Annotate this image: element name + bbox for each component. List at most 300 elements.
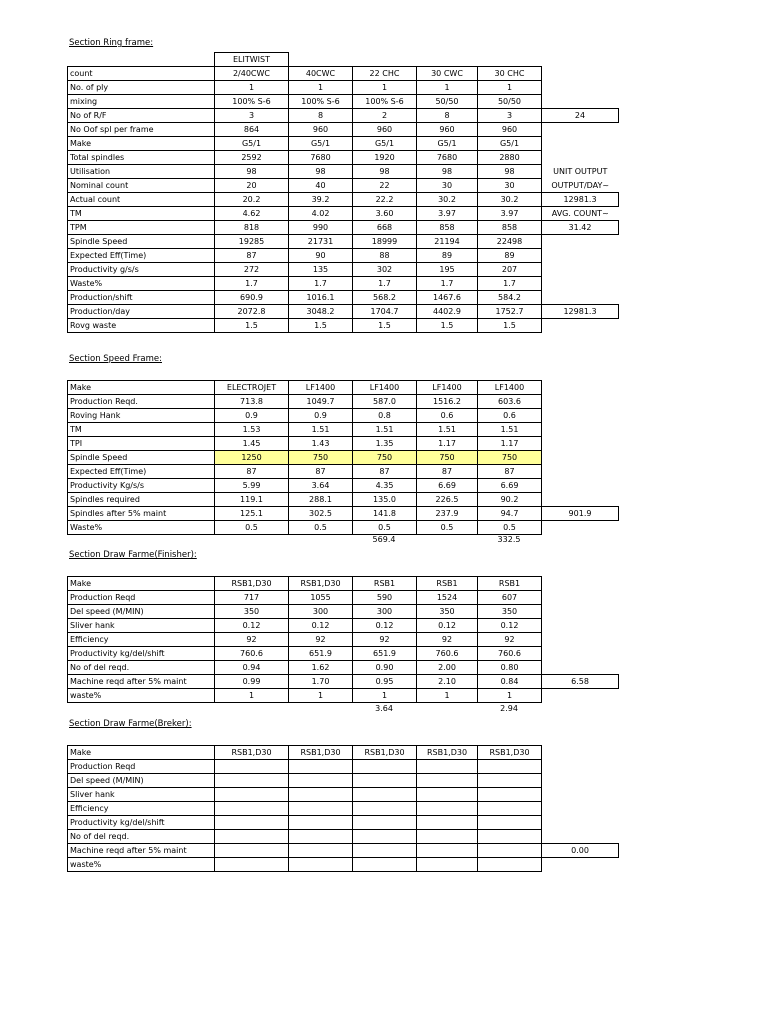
ring-cell: 2	[353, 109, 417, 123]
finisher-cell: 300	[353, 605, 417, 619]
finisher-cell: 760.6	[417, 647, 478, 661]
speed-cell: 1.51	[417, 423, 478, 437]
ring-cell: 89	[417, 249, 478, 263]
breaker-cell: RSB1,D30	[478, 746, 542, 760]
ring-row-label: No of R/F	[68, 109, 215, 123]
speed-row	[68, 423, 619, 437]
ring-cell: 22	[353, 179, 417, 193]
ring-cell: G5/1	[478, 137, 542, 151]
breaker-row	[68, 788, 619, 802]
breaker-row-label: Machine reqd after 5% maint	[68, 844, 215, 858]
ring-cell: 4.02	[289, 207, 353, 221]
breaker-cell	[215, 858, 289, 872]
finisher-subtotal-col5: 2.94	[500, 704, 518, 713]
ring-cell: 98	[417, 165, 478, 179]
ring-cell: 98	[353, 165, 417, 179]
finisher-cell: 92	[353, 633, 417, 647]
breaker-section-title: Section Draw Farme(Breker):	[69, 719, 192, 729]
ring-row	[68, 291, 619, 305]
ring-cell: 1	[353, 81, 417, 95]
ring-cell: 858	[478, 221, 542, 235]
ring-cell: 1467.6	[417, 291, 478, 305]
finisher-row	[68, 577, 619, 591]
finisher-cell: 0.95	[353, 675, 417, 689]
speed-cell: LF1400	[417, 381, 478, 395]
ring-cell: 50/50	[417, 95, 478, 109]
ring-side-value: 12981.3	[542, 305, 619, 319]
ring-cell: 1016.1	[289, 291, 353, 305]
speed-row	[68, 521, 619, 535]
speed-side-empty	[542, 409, 619, 423]
ring-row-label: TPM	[68, 221, 215, 235]
ring-cell: 88	[353, 249, 417, 263]
ring-cell: 960	[353, 123, 417, 137]
speed-row	[68, 437, 619, 451]
breaker-row-label: No of del reqd.	[68, 830, 215, 844]
speed-row-label: Productivity Kg/s/s	[68, 479, 215, 493]
speed-cell: 750	[353, 451, 417, 465]
ring-cell: 3.97	[478, 207, 542, 221]
breaker-row	[68, 858, 619, 872]
ring-cell: 30.2	[417, 193, 478, 207]
finisher-cell: 92	[289, 633, 353, 647]
draw-breaker-table	[67, 745, 619, 872]
ring-row-label: Waste%	[68, 277, 215, 291]
ring-cell: 50/50	[478, 95, 542, 109]
finisher-cell: 760.6	[478, 647, 542, 661]
speed-cell: 6.69	[417, 479, 478, 493]
finisher-cell: 1524	[417, 591, 478, 605]
ring-row-label: Total spindles	[68, 151, 215, 165]
speed-cell: 3.64	[289, 479, 353, 493]
breaker-cell	[417, 760, 478, 774]
ring-cell: 1704.7	[353, 305, 417, 319]
finisher-cell: 0.84	[478, 675, 542, 689]
ring-cell: 3	[215, 109, 289, 123]
breaker-cell	[215, 774, 289, 788]
speed-cell: 1049.7	[289, 395, 353, 409]
ring-cell: 584.2	[478, 291, 542, 305]
speed-cell: 0.6	[478, 409, 542, 423]
draw-finisher-table	[67, 576, 619, 703]
speed-row-label: Make	[68, 381, 215, 395]
speed-cell: LF1400	[478, 381, 542, 395]
ring-cell: 1.5	[353, 319, 417, 333]
ring-row	[68, 207, 619, 221]
ring-row	[68, 109, 619, 123]
ring-cell: 3.97	[417, 207, 478, 221]
breaker-row	[68, 802, 619, 816]
breaker-cell	[417, 844, 478, 858]
ring-side-value: 12981.3	[542, 193, 619, 207]
speed-cell: 125.1	[215, 507, 289, 521]
finisher-cell: 717	[215, 591, 289, 605]
breaker-cell	[417, 802, 478, 816]
ring-cell: 568.2	[353, 291, 417, 305]
speed-cell: 288.1	[289, 493, 353, 507]
speed-cell: 119.1	[215, 493, 289, 507]
finisher-cell: 1.62	[289, 661, 353, 675]
ring-cell: 19285	[215, 235, 289, 249]
ring-cell: 1.7	[215, 277, 289, 291]
ring-row-label: count	[68, 67, 215, 81]
finisher-side-empty	[542, 577, 619, 591]
speed-cell: ELECTROJET	[215, 381, 289, 395]
speed-cell: 87	[353, 465, 417, 479]
breaker-row-label: waste%	[68, 858, 215, 872]
finisher-row-label: Sliver hank	[68, 619, 215, 633]
breaker-cell	[215, 830, 289, 844]
breaker-row	[68, 760, 619, 774]
finisher-row-label: No of del reqd.	[68, 661, 215, 675]
finisher-cell: 350	[215, 605, 289, 619]
breaker-row-label: Production Reqd	[68, 760, 215, 774]
breaker-cell	[353, 760, 417, 774]
breaker-cell	[353, 802, 417, 816]
ring-cell: 40CWC	[289, 67, 353, 81]
speed-cell: 1.17	[478, 437, 542, 451]
finisher-cell: 0.90	[353, 661, 417, 675]
ring-cell: 98	[478, 165, 542, 179]
finisher-cell: 300	[289, 605, 353, 619]
breaker-cell	[215, 844, 289, 858]
ring-cell: 135	[289, 263, 353, 277]
breaker-row	[68, 746, 619, 760]
ring-side-value: AVG. COUNT~	[551, 209, 609, 218]
breaker-side-empty	[542, 802, 619, 816]
finisher-cell: 760.6	[215, 647, 289, 661]
speed-row	[68, 465, 619, 479]
speed-cell: 87	[478, 465, 542, 479]
finisher-row	[68, 661, 619, 675]
ring-cell: 3048.2	[289, 305, 353, 319]
breaker-cell	[215, 816, 289, 830]
finisher-cell: 1	[353, 689, 417, 703]
finisher-cell: 1.70	[289, 675, 353, 689]
finisher-side-empty	[542, 661, 619, 675]
speed-row	[68, 395, 619, 409]
finisher-cell: 1	[417, 689, 478, 703]
ring-brand-header: ELITWIST	[215, 53, 289, 67]
speed-cell: 0.5	[353, 521, 417, 535]
ring-cell: 1.5	[289, 319, 353, 333]
ring-row-label: Make	[68, 137, 215, 151]
speed-cell: 750	[289, 451, 353, 465]
finisher-cell: 651.9	[289, 647, 353, 661]
ring-row	[68, 263, 619, 277]
speed-side-empty	[542, 423, 619, 437]
ring-row	[68, 67, 619, 81]
ring-side-empty	[542, 95, 619, 109]
finisher-cell: 2.00	[417, 661, 478, 675]
ring-side-empty	[542, 263, 619, 277]
finisher-cell: 0.94	[215, 661, 289, 675]
ring-cell: 30	[478, 179, 542, 193]
finisher-cell: 1	[215, 689, 289, 703]
ring-side-value: 24	[542, 109, 619, 123]
speed-row	[68, 507, 619, 521]
breaker-cell: RSB1,D30	[353, 746, 417, 760]
breaker-side-empty	[542, 830, 619, 844]
ring-row	[68, 319, 619, 333]
ring-row	[68, 151, 619, 165]
ring-cell: 18999	[353, 235, 417, 249]
finisher-cell: 1	[478, 689, 542, 703]
finisher-cell: 1055	[289, 591, 353, 605]
ring-cell: 100% S-6	[289, 95, 353, 109]
ring-cell: 960	[478, 123, 542, 137]
breaker-cell	[353, 774, 417, 788]
speed-cell: 0.5	[215, 521, 289, 535]
speed-cell: 1.35	[353, 437, 417, 451]
finisher-cell: 350	[478, 605, 542, 619]
ring-row-label: No Oof spl per frame	[68, 123, 215, 137]
breaker-cell: RSB1,D30	[289, 746, 353, 760]
finisher-cell: 350	[417, 605, 478, 619]
finisher-cell: 590	[353, 591, 417, 605]
ring-cell: 7680	[417, 151, 478, 165]
finisher-cell: 92	[215, 633, 289, 647]
ring-cell: 818	[215, 221, 289, 235]
speed-row-label: Waste%	[68, 521, 215, 535]
speed-cell: 1.51	[478, 423, 542, 437]
finisher-cell: 0.99	[215, 675, 289, 689]
ring-side-empty	[542, 151, 619, 165]
speed-side-empty	[542, 465, 619, 479]
speed-cell: 1.45	[215, 437, 289, 451]
breaker-row	[68, 844, 619, 858]
ring-side-empty	[542, 137, 619, 151]
breaker-row-label: Sliver hank	[68, 788, 215, 802]
ring-cell: 272	[215, 263, 289, 277]
breaker-cell	[289, 802, 353, 816]
ring-cell: 960	[417, 123, 478, 137]
finisher-cell: 92	[417, 633, 478, 647]
ring-cell: 30 CHC	[478, 67, 542, 81]
speed-row	[68, 451, 619, 465]
finisher-row-label: Make	[68, 577, 215, 591]
speed-side-empty	[542, 395, 619, 409]
speed-row	[68, 409, 619, 423]
ring-cell: 1	[289, 81, 353, 95]
breaker-cell	[215, 788, 289, 802]
ring-cell: 690.9	[215, 291, 289, 305]
ring-side-empty	[542, 235, 619, 249]
ring-cell: 960	[289, 123, 353, 137]
speed-cell: 1.17	[417, 437, 478, 451]
speed-cell: 587.0	[353, 395, 417, 409]
speed-cell: 1516.2	[417, 395, 478, 409]
finisher-row-label: Del speed (M/MIN)	[68, 605, 215, 619]
speed-cell: 750	[478, 451, 542, 465]
breaker-row	[68, 816, 619, 830]
ring-side-empty	[542, 67, 619, 81]
finisher-cell: RSB1	[417, 577, 478, 591]
breaker-cell	[353, 858, 417, 872]
breaker-cell	[353, 816, 417, 830]
speed-subtotal-col3: 569.4	[372, 535, 396, 544]
breaker-cell	[353, 830, 417, 844]
speed-cell: 94.7	[478, 507, 542, 521]
finisher-cell: RSB1	[353, 577, 417, 591]
ring-cell: 3	[478, 109, 542, 123]
speed-cell: 0.5	[478, 521, 542, 535]
breaker-cell	[289, 760, 353, 774]
speed-side-empty	[542, 479, 619, 493]
finisher-cell: 0.12	[353, 619, 417, 633]
ring-row-label: Rovg waste	[68, 319, 215, 333]
finisher-cell: 0.12	[289, 619, 353, 633]
ring-row	[68, 221, 619, 235]
speed-subtotal-col5: 332.5	[497, 535, 521, 544]
breaker-cell	[417, 830, 478, 844]
ring-cell: 990	[289, 221, 353, 235]
ring-cell: 4.62	[215, 207, 289, 221]
ring-side-empty	[542, 291, 619, 305]
ring-cell: 30	[417, 179, 478, 193]
ring-cell: 39.2	[289, 193, 353, 207]
finisher-cell: 0.12	[478, 619, 542, 633]
speed-cell: 87	[417, 465, 478, 479]
finisher-side-value: 6.58	[542, 675, 619, 689]
ring-cell: 3.60	[353, 207, 417, 221]
finisher-cell: 651.9	[353, 647, 417, 661]
speed-cell: 4.35	[353, 479, 417, 493]
speed-row	[68, 381, 619, 395]
breaker-cell	[353, 788, 417, 802]
ring-cell: 1920	[353, 151, 417, 165]
speed-cell: 0.5	[289, 521, 353, 535]
finisher-row-label: Productivity kg/del/shift	[68, 647, 215, 661]
ring-side-empty	[542, 81, 619, 95]
ring-section-title: Section Ring frame:	[69, 38, 154, 48]
breaker-side-empty	[542, 774, 619, 788]
ring-cell: G5/1	[417, 137, 478, 151]
finisher-row-label: waste%	[68, 689, 215, 703]
speed-cell: 750	[417, 451, 478, 465]
breaker-row	[68, 830, 619, 844]
ring-row	[68, 277, 619, 291]
speed-cell: LF1400	[353, 381, 417, 395]
speed-cell: 1250	[215, 451, 289, 465]
ring-frame-table	[67, 52, 619, 333]
ring-cell: 98	[289, 165, 353, 179]
finisher-row-label: Production Reqd	[68, 591, 215, 605]
ring-cell: 7680	[289, 151, 353, 165]
speed-cell: 0.9	[215, 409, 289, 423]
ring-side-empty	[542, 249, 619, 263]
finisher-cell: RSB1,D30	[215, 577, 289, 591]
ring-row-label: Production/shift	[68, 291, 215, 305]
finisher-section-title: Section Draw Farme(Finisher):	[69, 550, 197, 560]
finisher-row	[68, 619, 619, 633]
speed-cell: 237.9	[417, 507, 478, 521]
ring-row-label: Nominal count	[68, 179, 215, 193]
ring-cell: G5/1	[353, 137, 417, 151]
breaker-cell	[215, 760, 289, 774]
speed-cell: 1.51	[289, 423, 353, 437]
breaker-side-empty	[542, 760, 619, 774]
breaker-row	[68, 774, 619, 788]
finisher-row	[68, 647, 619, 661]
breaker-cell	[289, 844, 353, 858]
finisher-cell: RSB1,D30	[289, 577, 353, 591]
finisher-side-empty	[542, 689, 619, 703]
breaker-cell	[215, 802, 289, 816]
finisher-subtotal-col3: 3.64	[375, 704, 393, 713]
finisher-cell: 1	[289, 689, 353, 703]
ring-cell: 21194	[417, 235, 478, 249]
ring-row	[68, 235, 619, 249]
ring-cell: 98	[215, 165, 289, 179]
speed-cell: 0.8	[353, 409, 417, 423]
ring-cell: 1	[478, 81, 542, 95]
breaker-side-empty	[542, 816, 619, 830]
breaker-side-empty	[542, 858, 619, 872]
speed-cell: 0.6	[417, 409, 478, 423]
finisher-cell: 0.80	[478, 661, 542, 675]
ring-row-label: No. of ply	[68, 81, 215, 95]
finisher-cell: RSB1	[478, 577, 542, 591]
breaker-row-label: Efficiency	[68, 802, 215, 816]
ring-cell: 1.7	[353, 277, 417, 291]
ring-cell: 1.7	[289, 277, 353, 291]
breaker-cell	[478, 844, 542, 858]
speed-side-empty	[542, 381, 619, 395]
ring-cell: 1	[215, 81, 289, 95]
breaker-cell: RSB1,D30	[215, 746, 289, 760]
speed-cell: 135.0	[353, 493, 417, 507]
ring-cell: 2880	[478, 151, 542, 165]
speed-row-label: Production Reqd.	[68, 395, 215, 409]
ring-side-value: UNIT OUTPUT	[553, 167, 608, 176]
speed-side-empty	[542, 437, 619, 451]
speed-row-label: Spindles required	[68, 493, 215, 507]
ring-row-label: Spindle Speed	[68, 235, 215, 249]
ring-row-label: Utilisation	[68, 165, 215, 179]
finisher-row	[68, 605, 619, 619]
ring-cell: 8	[289, 109, 353, 123]
speed-side-value: 901.9	[542, 507, 619, 521]
breaker-cell	[289, 858, 353, 872]
speed-cell: 1.51	[353, 423, 417, 437]
ring-row-label: Expected Eff(Time)	[68, 249, 215, 263]
ring-side-empty	[542, 277, 619, 291]
speed-cell: 302.5	[289, 507, 353, 521]
ring-cell: 1.5	[478, 319, 542, 333]
breaker-side-empty	[542, 746, 619, 760]
ring-row	[68, 179, 619, 193]
ring-row	[68, 123, 619, 137]
finisher-side-empty	[542, 633, 619, 647]
ring-cell: 1.7	[417, 277, 478, 291]
finisher-side-empty	[542, 605, 619, 619]
ring-side-value: 31.42	[542, 221, 619, 235]
ring-side-empty	[542, 319, 619, 333]
ring-cell: 1.5	[417, 319, 478, 333]
ring-side-value: OUTPUT/DAY~	[551, 180, 610, 190]
speed-cell: 0.9	[289, 409, 353, 423]
finisher-row	[68, 633, 619, 647]
breaker-cell	[289, 830, 353, 844]
ring-row	[68, 137, 619, 151]
speed-cell: 87	[289, 465, 353, 479]
finisher-row	[68, 591, 619, 605]
ring-cell: 20	[215, 179, 289, 193]
speed-row-label: TM	[68, 423, 215, 437]
breaker-cell	[417, 858, 478, 872]
finisher-side-empty	[542, 619, 619, 633]
